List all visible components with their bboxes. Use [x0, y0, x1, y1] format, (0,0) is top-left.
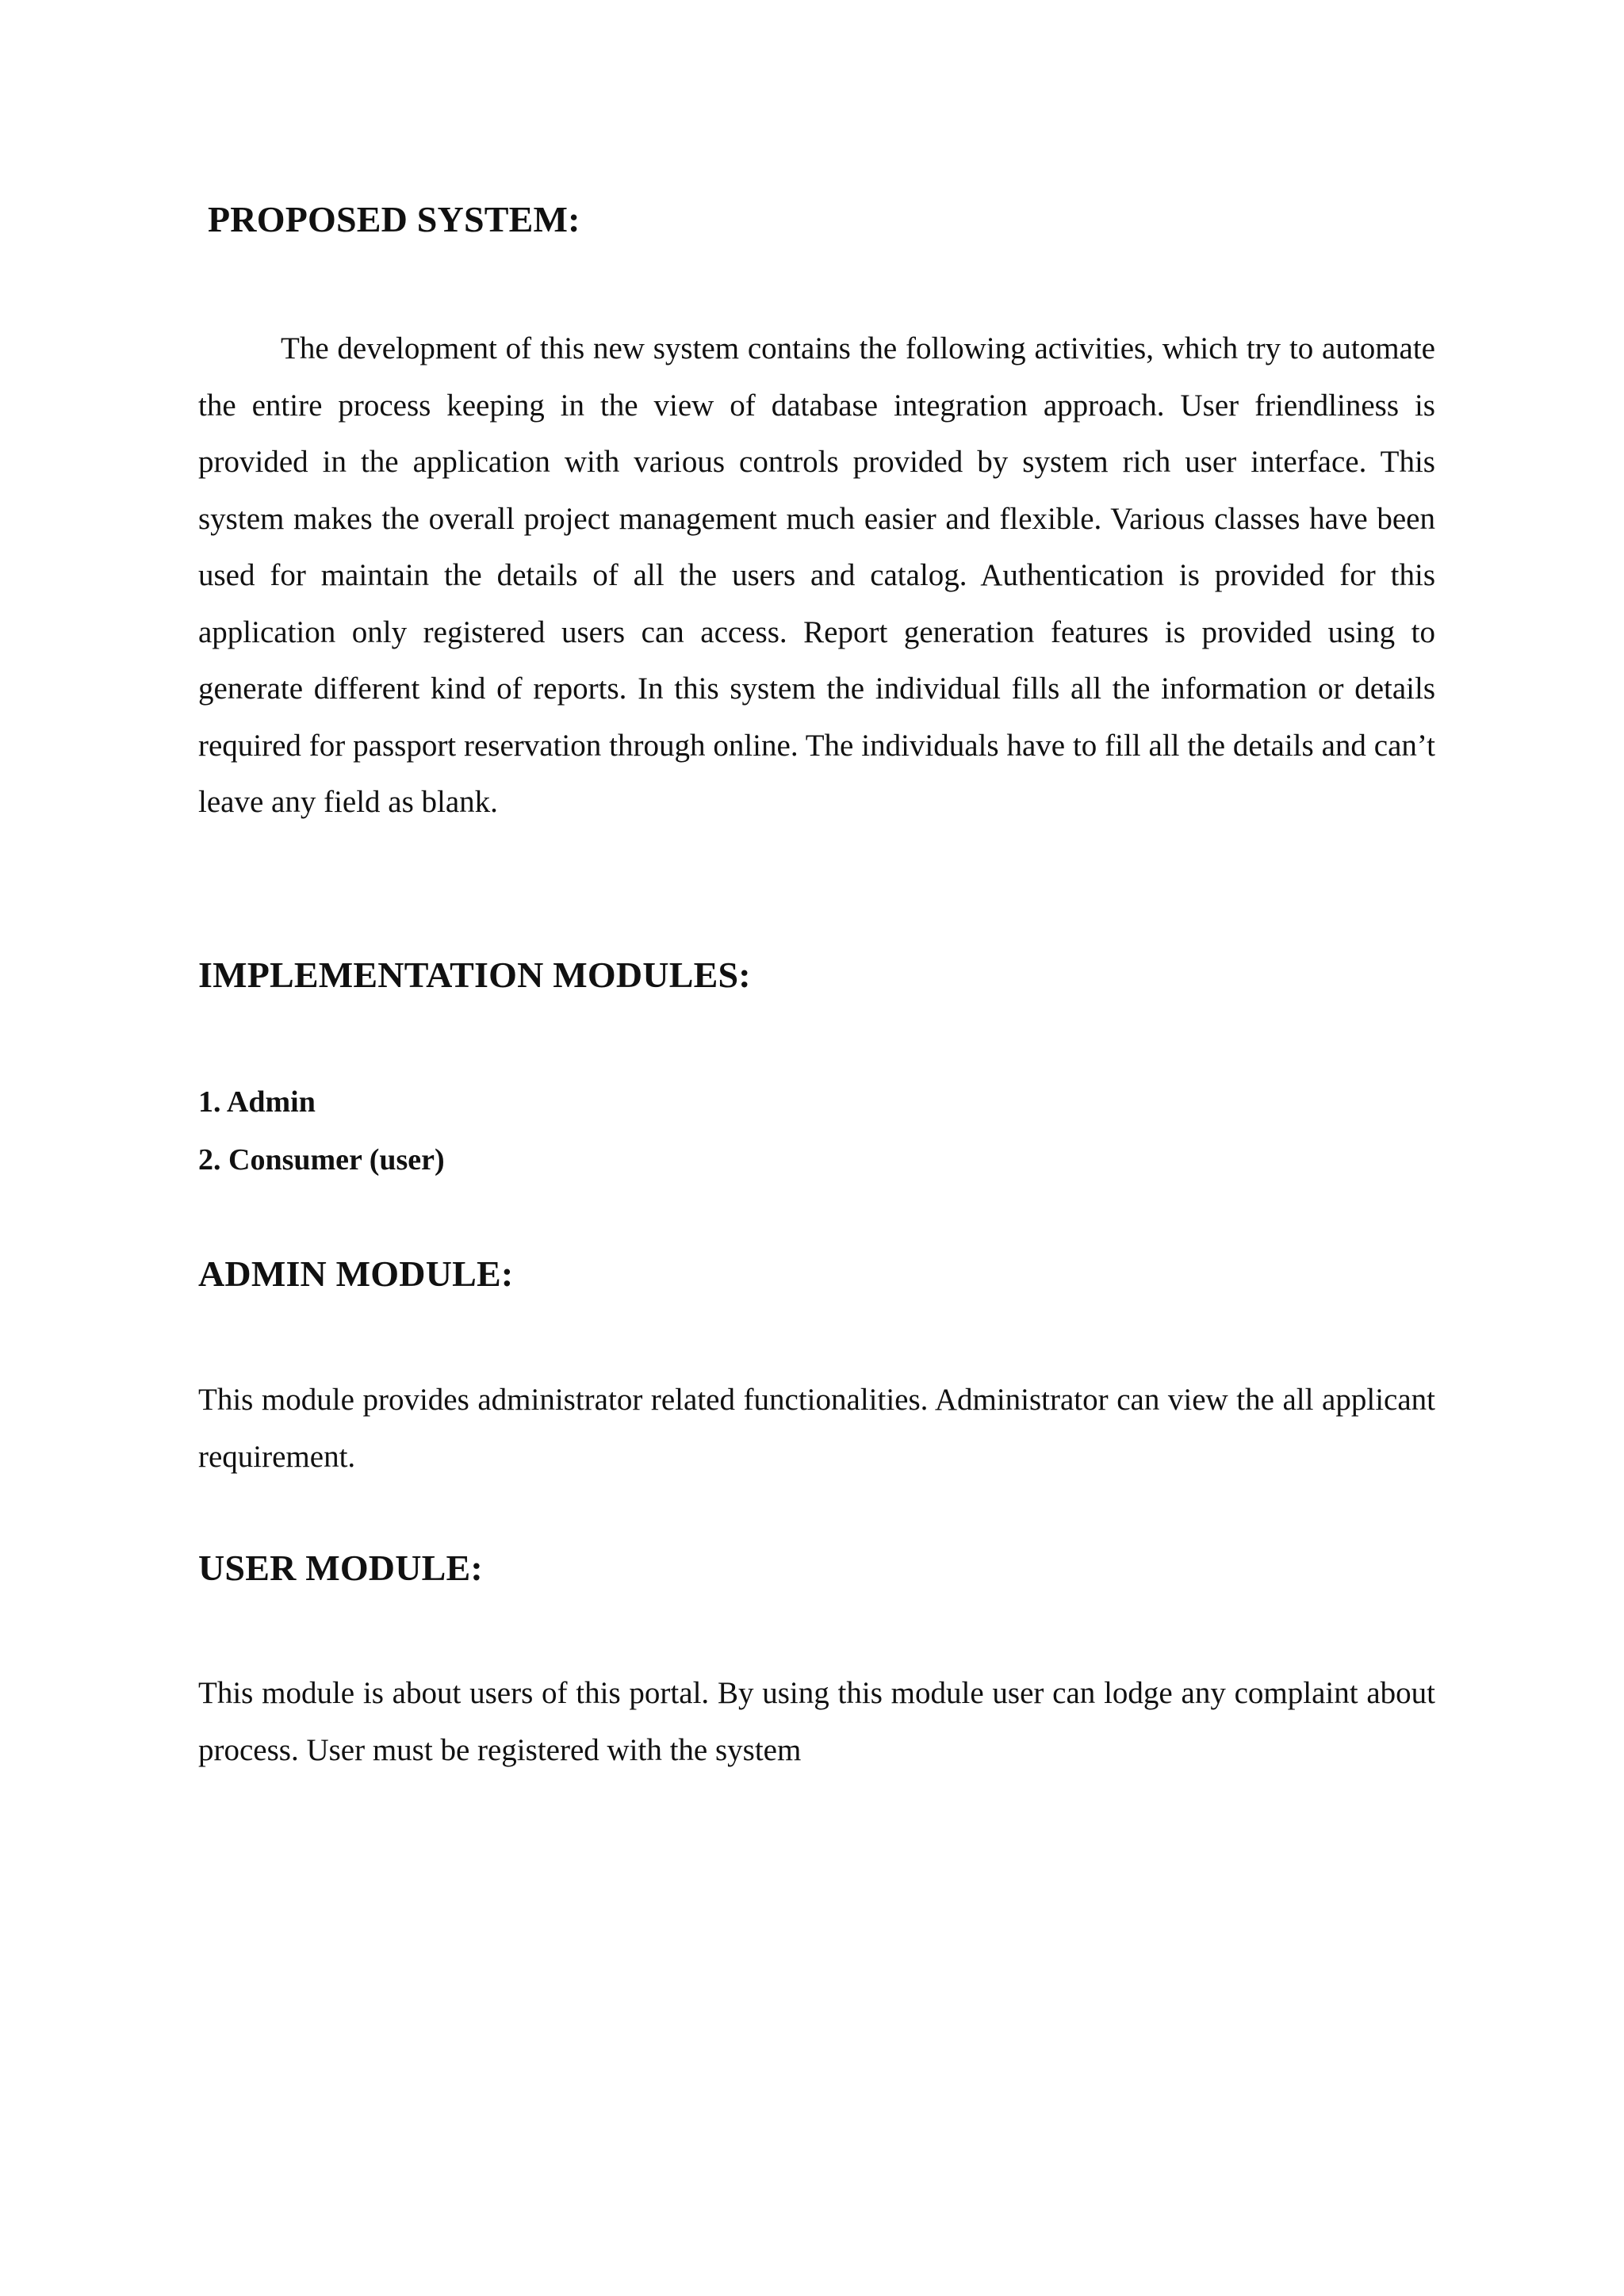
- implementation-modules-heading: IMPLEMENTATION MODULES:: [198, 955, 751, 995]
- proposed-system-paragraph: The development of this new system contains the following activities, which try to automate the entire process keeping in the view of database integration approach. User friendliness is provided in the application with various controls provided by system rich user interface. This system makes the overall project management much easier and flexible. Various classes have been used for maintain the details of all the users and catalog. Authentication is provided for this application only registered users can access. Report generation features is provided using to generate different kind of reports. In this system the individual fills all the information or details required for passport reservation through online. The individuals have to fill all the details and can’t leave any field as blank.: [198, 331, 1435, 819]
- proposed-system-heading: PROPOSED SYSTEM:: [208, 199, 580, 239]
- module-list-item-consumer: 2. Consumer (user): [198, 1143, 445, 1177]
- user-module-heading: USER MODULE:: [198, 1548, 483, 1588]
- modules-list: [198, 1073, 445, 1189]
- module-list-item-admin: 1. Admin: [198, 1085, 316, 1119]
- user-module-paragraph: This module is about users of this portal. By using this module user can lodge any complaint about process. User must be registered with the system: [198, 1676, 1435, 1767]
- admin-module-paragraph: This module provides administrator related functionalities. Administrator can view the all applicant requirement.: [198, 1383, 1435, 1474]
- admin-module-heading: ADMIN MODULE:: [198, 1253, 514, 1294]
